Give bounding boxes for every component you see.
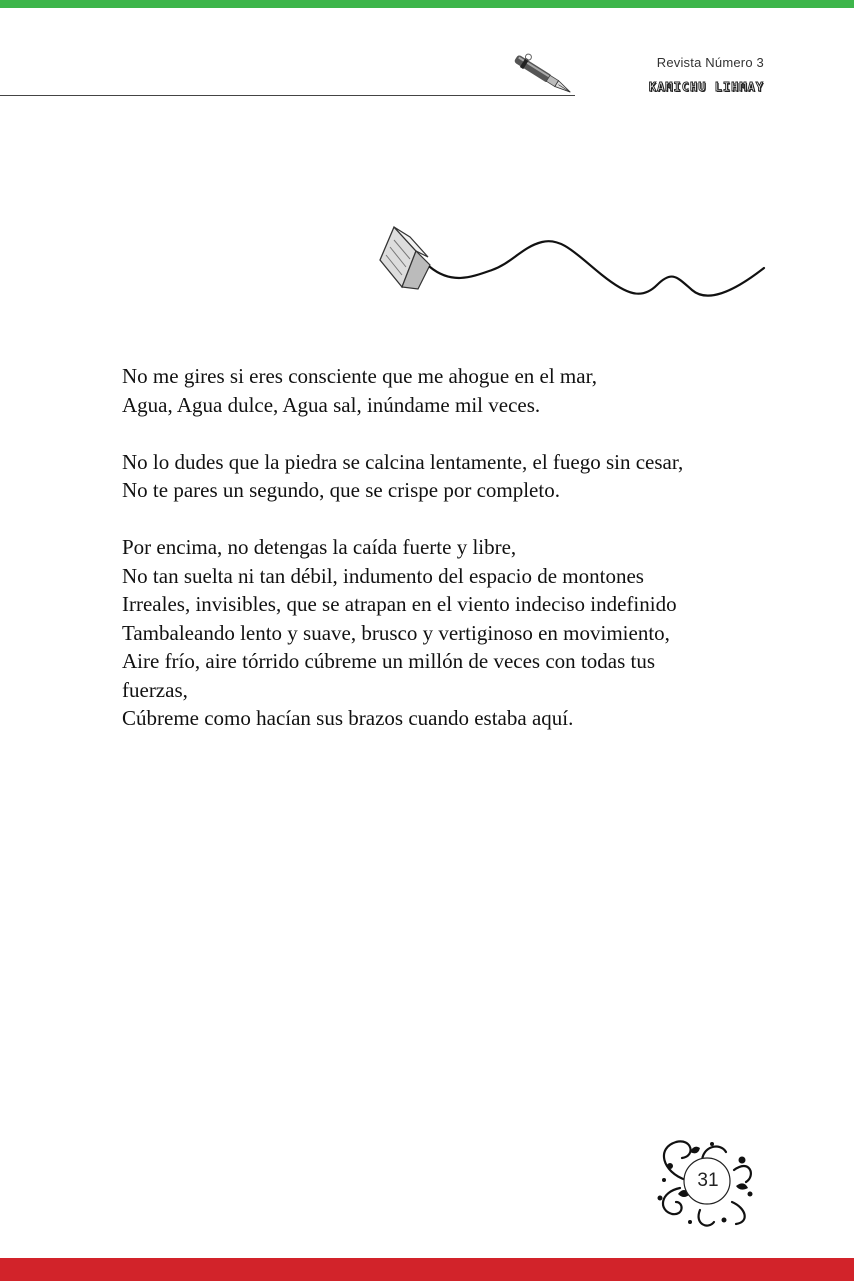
wavy-line: [430, 241, 764, 296]
stanza-2: [122, 448, 772, 505]
poem-line: No te pares un segundo, que se crispe por completo.: [122, 478, 560, 502]
poem-line: Tambaleando lento y suave, brusco y vertiginoso en movimiento,: [122, 620, 670, 645]
poem-line: No lo dudes que la piedra se calcina lentamente, el fuego sin cesar,: [122, 449, 684, 474]
poem-line: No tan suelta ni tan débil, indumento del espacio de montones: [122, 563, 644, 588]
poem: [122, 362, 772, 761]
stanza-3: [122, 533, 772, 733]
magazine-brand: KAMICHU LIHMAY: [648, 80, 764, 94]
open-book-icon: [380, 227, 430, 289]
stanza-1: [122, 362, 772, 419]
book-wave-ornament: [372, 215, 767, 310]
fountain-pen-icon: [505, 50, 580, 100]
poem-line: No me gires si eres consciente que me ahogue en el mar,: [122, 364, 597, 388]
top-accent-bar: [0, 0, 854, 8]
poem-line: Aire frío, aire tórrido cúbreme un millón de veces con todas tus: [122, 649, 655, 673]
magazine-issue: Revista Número 3: [656, 55, 764, 70]
poem-line: Agua, Agua dulce, Agua sal, inúndame mil veces.: [122, 392, 541, 417]
header-rule: [0, 95, 575, 96]
poem-line: fuerzas,: [122, 677, 188, 702]
page-number: 31: [697, 1170, 719, 1191]
poem-line: Por encima, no detengas la caída fuerte y libre,: [122, 535, 517, 559]
bottom-accent-bar: [0, 1258, 854, 1281]
poem-line: Irreales, invisibles, que se atrapan en el viento indeciso indefinido: [122, 592, 677, 616]
poem-line: Cúbreme como hacían sus brazos cuando estaba aquí.: [122, 706, 574, 730]
